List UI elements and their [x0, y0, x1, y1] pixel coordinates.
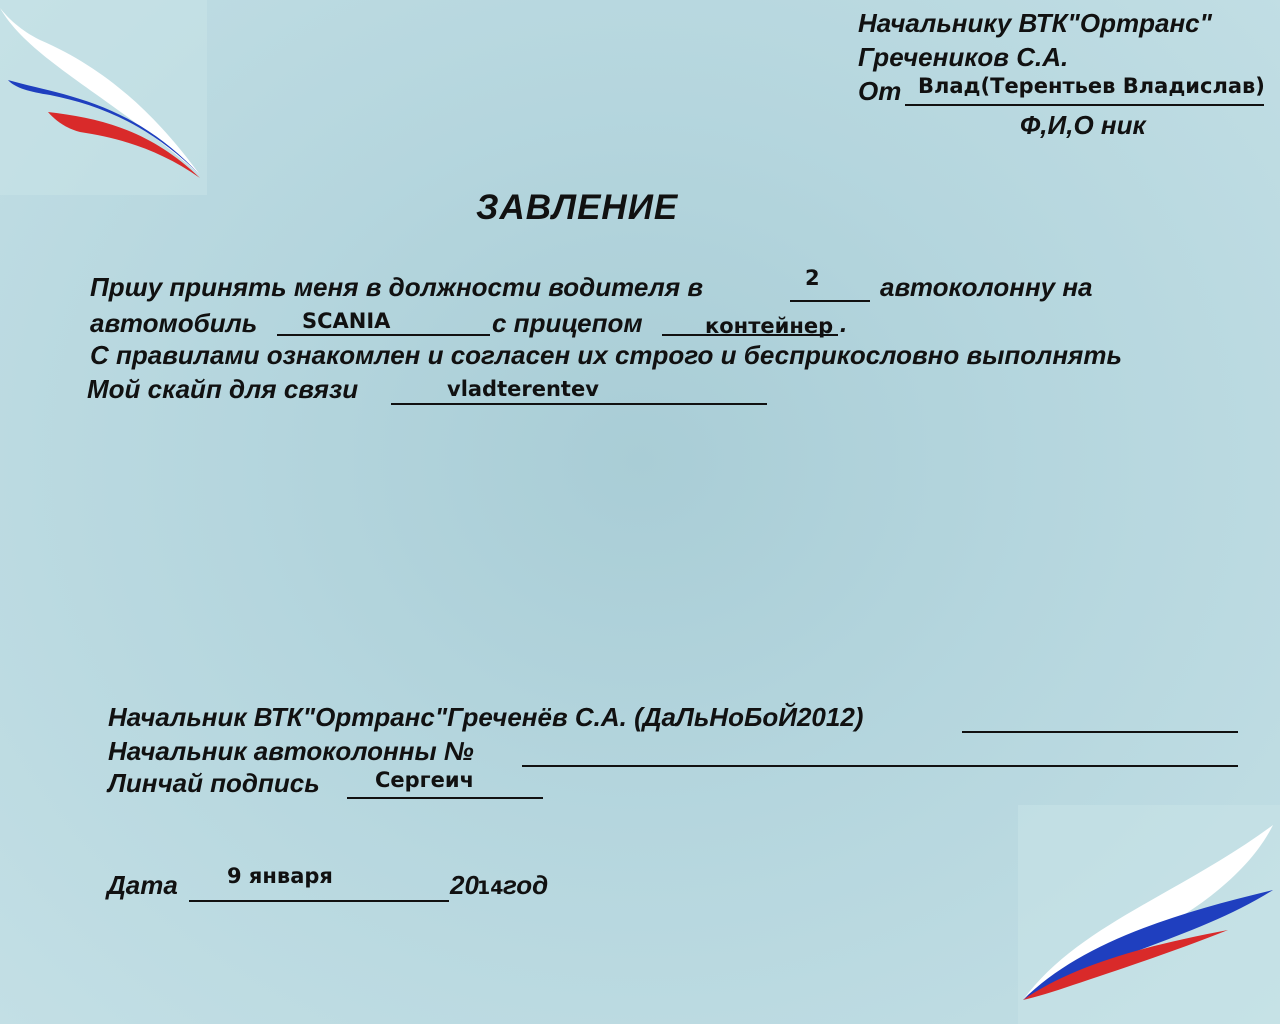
personal-signature-underline [347, 797, 543, 799]
date-field-underline [189, 900, 449, 902]
body-line2-text: автомобиль [90, 308, 258, 338]
column-chief-signature-label: Начальник автоколонны № [108, 736, 474, 766]
trailer-field-value: контейнер [705, 314, 834, 338]
truck-field-value: SCANIA [302, 309, 391, 333]
russian-flag-ribbon-top-left [0, 0, 207, 195]
body-line2-period: . [840, 308, 848, 338]
column-number-underline [790, 300, 870, 302]
skype-field-value: vladterentev [447, 377, 599, 401]
from-field-value: Влад(Терентьев Владислав) [918, 74, 1265, 98]
chief-signature-label: Начальник ВТК"Ортранс"Греченёв С.А. (ДаЛьНоБоЙ2012) [108, 702, 864, 732]
body-line1-text: Пршу принять меня в должности водителя в [90, 272, 704, 302]
trailer-field-underline [662, 334, 838, 336]
body-line1-end: автоколонну на [880, 272, 1093, 302]
personal-signature-value: Сергеич [375, 768, 475, 792]
date-field-value: 9 января [227, 864, 333, 888]
header-recipient-title: Начальнику ВТК"Ортранс" [858, 8, 1212, 38]
from-field-underline [905, 104, 1264, 106]
year-field-value: 14 [477, 877, 504, 899]
russian-flag-ribbon-bottom-right [1018, 805, 1280, 1024]
skype-label: Мой скайп для связи [87, 374, 359, 404]
personal-signature-label: Линчай подпись [108, 768, 320, 798]
column-number-value: 2 [805, 266, 820, 290]
year-prefix: 20 [450, 870, 479, 900]
header-recipient-name: Гречеников С.А. [858, 42, 1069, 72]
from-field-caption: Ф,И,О ник [1020, 110, 1146, 140]
skype-field-underline [391, 403, 767, 405]
year-suffix: год [503, 870, 549, 900]
chief-signature-underline [962, 731, 1238, 733]
date-label: Дата [107, 870, 178, 900]
column-chief-signature-underline [522, 765, 1238, 767]
document-title: ЗАВЛЕНИЕ [476, 188, 679, 227]
header-from-label: От [858, 76, 902, 106]
body-line3-text: С правилами ознакомлен и согласен их строго и бесприкословно выполнять [90, 340, 1122, 370]
truck-field-underline [277, 334, 490, 336]
body-line2-middle: с прицепом [492, 308, 643, 338]
